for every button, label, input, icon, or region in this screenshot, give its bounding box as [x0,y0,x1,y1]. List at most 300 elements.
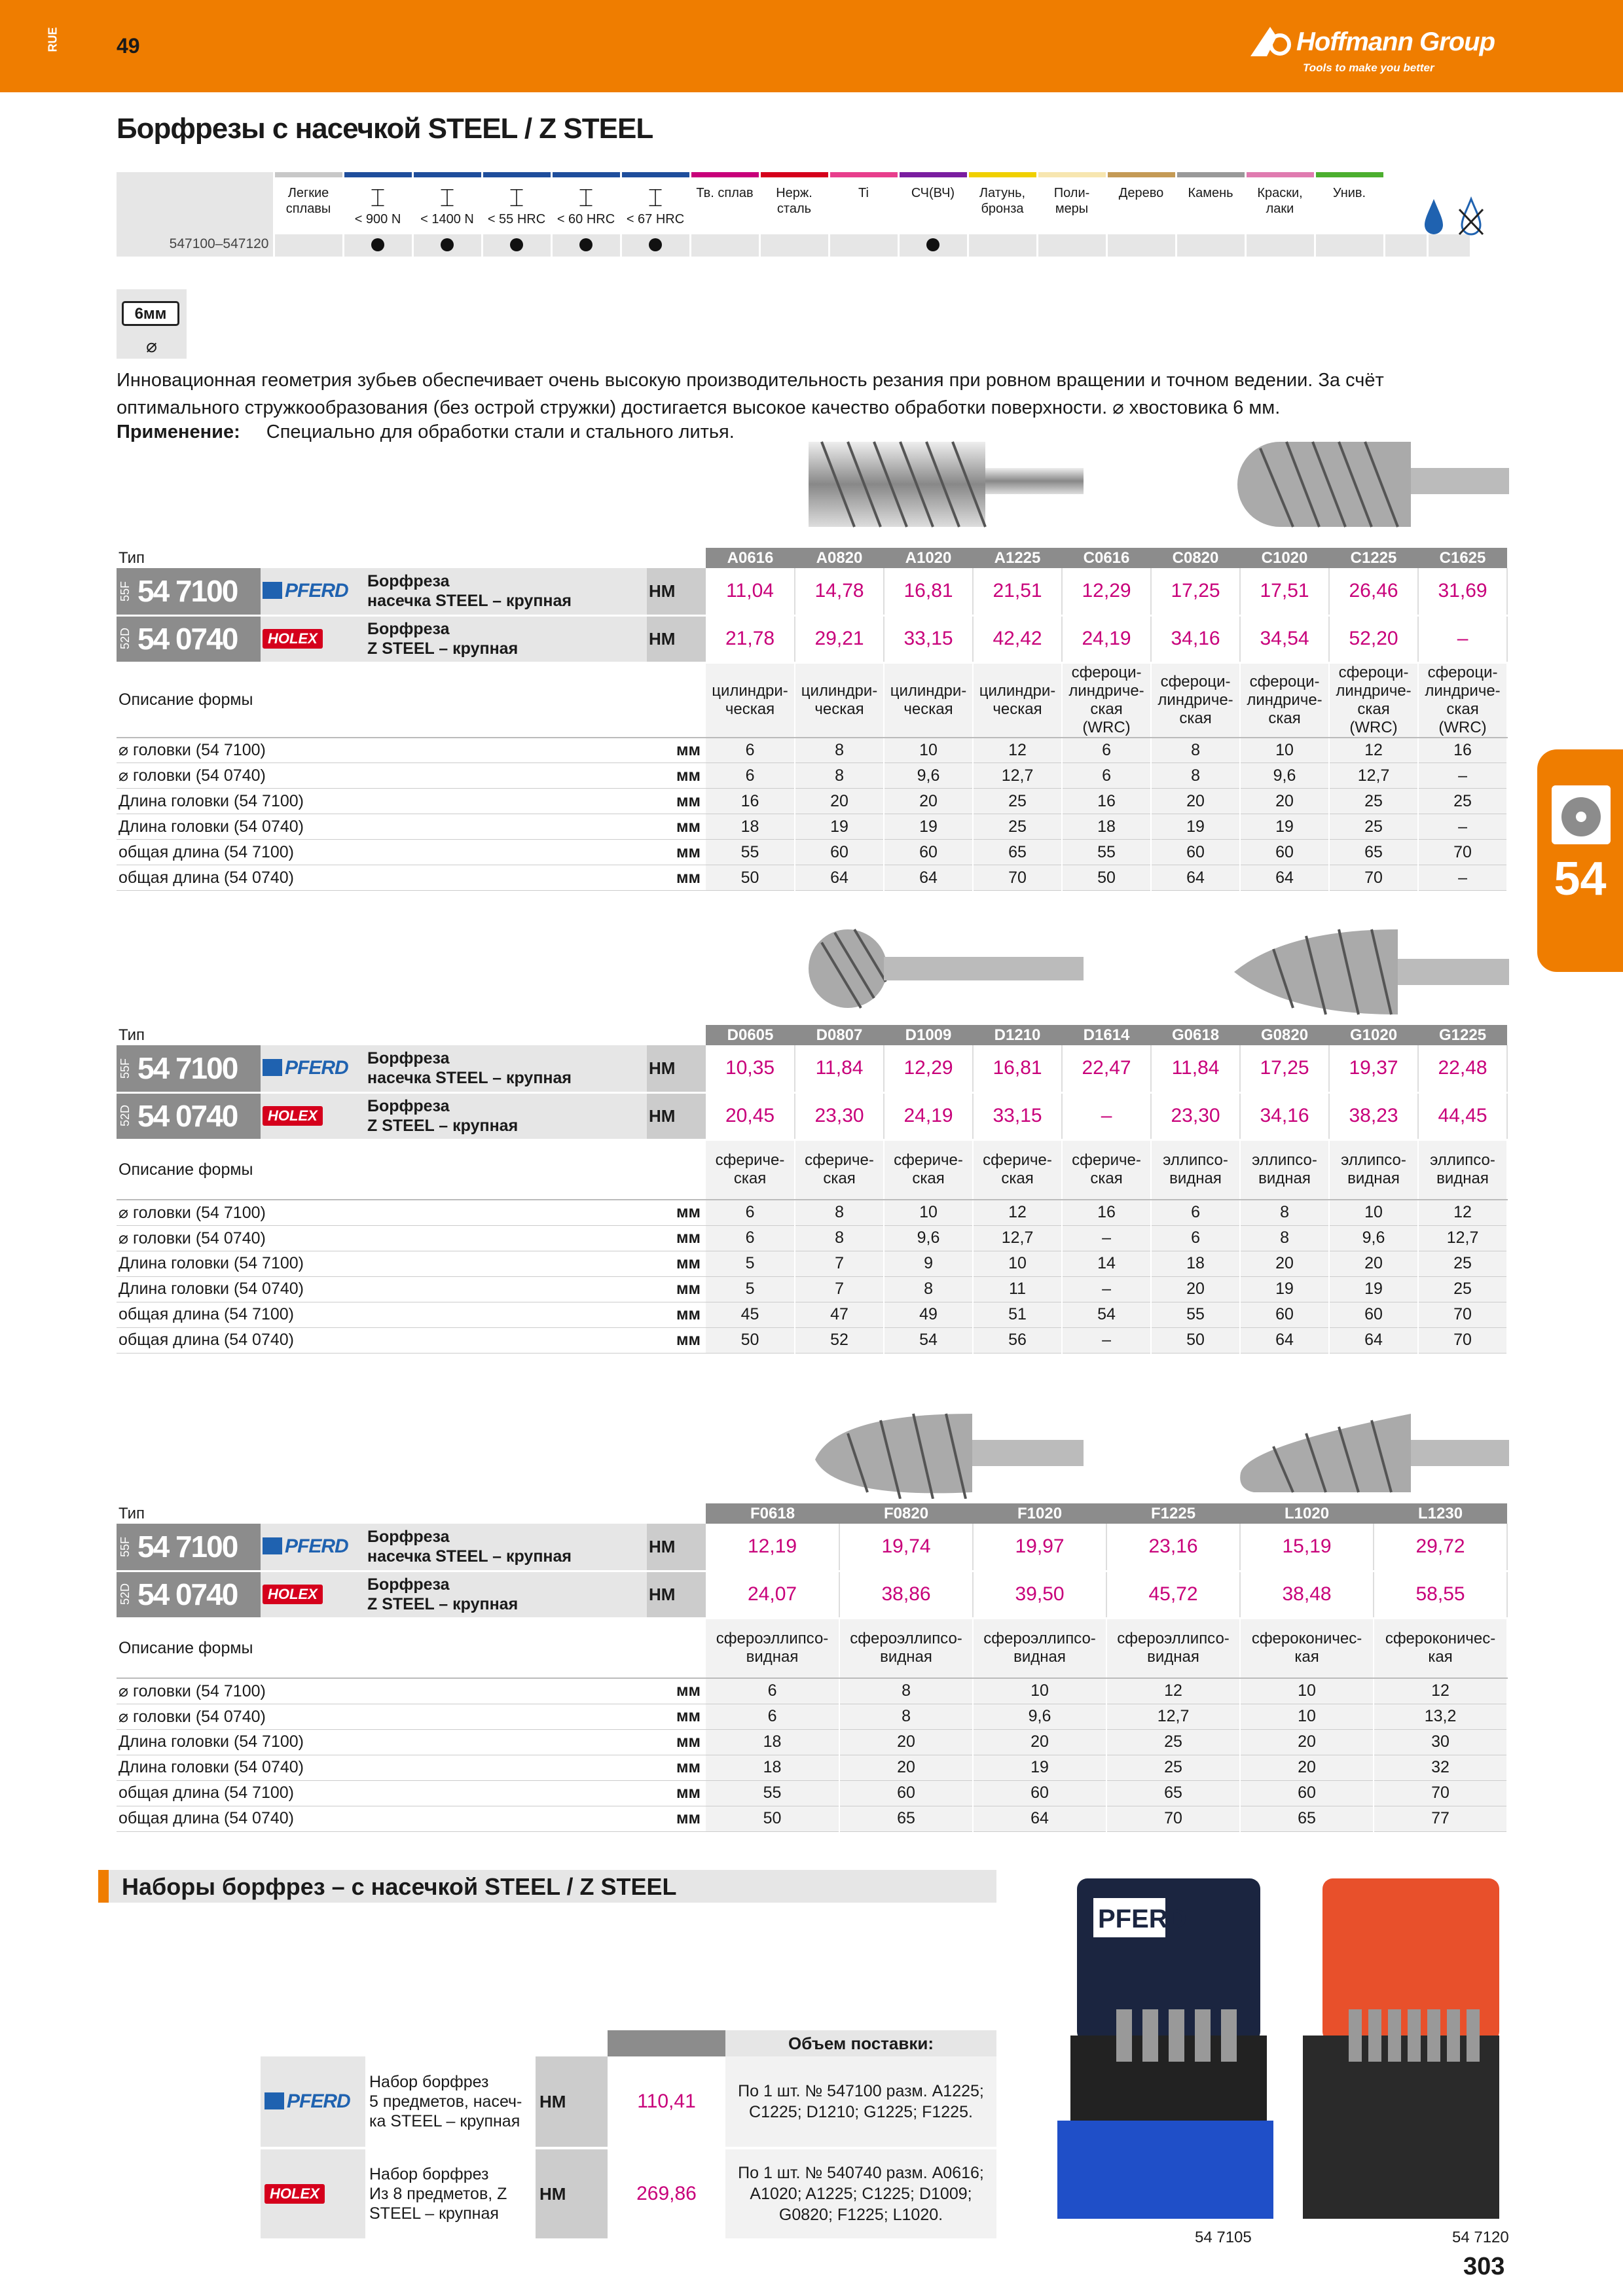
dimension-cell: 20 [1240,1755,1374,1780]
product-row [117,1045,1507,1092]
description-line-1: Набор борфрез [369,2073,489,2091]
set-caption-1: 54 7105 [1195,2229,1252,2246]
description-line-2: насечка STEEL – крупная [367,1547,572,1566]
description-line-1: Борфреза [367,620,450,638]
description-cell [365,2148,536,2240]
size-header: C1625 [1418,548,1507,568]
dimension-label: Длина головки (54 7100) [117,1729,647,1755]
category-code: 52D [119,628,132,650]
dimension-cell: 60 [973,1780,1106,1806]
unit-label: мм [647,789,706,814]
page-title: Борфрезы с насечкой STEEL / Z STEEL [117,113,653,145]
brand-cell [261,1524,365,1571]
dimension-cell: 16 [1062,1200,1151,1225]
set-box-red-image [1296,1878,1506,2219]
dimension-cell: 20 [1151,789,1240,814]
size-header: G1225 [1418,1025,1507,1045]
dimension-cell: 64 [1329,1327,1418,1353]
pferd-logo: PFERD [263,1057,348,1079]
shape-cell: эллипсо-видная [1418,1139,1507,1200]
intro-text: Инновационная геометрия зубьев обеспечивает очень высокую производительность резания при ровном вращении и точном ведении. За счёт оптимального стружкообразования (без острой стружки) достигается высокое качество обработки поверхности. ⌀ хвостовика 6 мм. [117,370,1384,418]
price-cell: 52,20 [1329,615,1418,662]
price-header [608,2030,725,2056]
dimension-cell: 50 [706,1327,795,1353]
steel-beam-icon: ⌶ [578,185,594,212]
category-code: 52D [120,2183,134,2205]
cone-burr-image [1234,1407,1509,1499]
unit-label: мм [647,1780,706,1806]
dimension-cell: 8 [839,1704,973,1729]
header-gap [647,1503,706,1524]
dimension-cell: 45 [706,1302,795,1327]
dimension-cell: 9,6 [1240,763,1329,789]
dimension-cell: – [1418,763,1507,789]
material-dot-cell [898,234,968,257]
material-color-bar [830,172,898,177]
size-header: D1614 [1062,1025,1151,1045]
dimension-cell: 51 [973,1302,1062,1327]
size-header: F1225 [1106,1503,1240,1524]
price-cell: 12,29 [884,1045,973,1092]
dimension-cell: 18 [706,1755,839,1780]
application-label: Применение: [117,422,240,442]
material-col-4 [551,172,621,234]
dimension-label: Длина головки (54 0740) [117,1276,647,1302]
material-color-bar [483,172,551,177]
spherocylindrical-burr-image [1234,435,1509,533]
round-tree-burr-image [809,1407,1084,1499]
price-cell: 12,19 [706,1524,839,1571]
material-col-7 [759,172,829,234]
material-label: СЧ(ВЧ) [911,186,955,200]
type-label: Тип [117,548,647,568]
material-col-10 [968,172,1037,234]
dimension-label: общая длина (54 7100) [117,840,647,865]
article-number: 54 0740 [137,1099,238,1133]
dimension-cell: 64 [973,1806,1106,1831]
material-label: < 1400 N [420,212,474,226]
material-code: HM [647,615,706,662]
dimension-label: общая длина (54 0740) [117,1806,647,1831]
shape-cell: эллипсо-видная [1151,1139,1240,1200]
article-number: 54 7100 [137,1530,238,1564]
material-col-6 [690,172,759,234]
dimension-cell: 20 [1240,789,1329,814]
material-label: Тв. сплав [696,186,754,200]
brand-cell [261,615,365,662]
material-color-bar [1247,172,1314,177]
sets-table [117,2030,996,2241]
shape-cell: сфериче-ская [973,1139,1062,1200]
dimension-cell: 56 [973,1327,1062,1353]
description-line-2: Z STEEL – крупная [367,1117,519,1135]
dimension-cell: 6 [706,738,795,763]
dimension-cell: 55 [1062,840,1151,865]
dimension-cell: 6 [706,1200,795,1225]
article-cell [117,2148,261,2240]
shape-cell: сфериче-ская [1062,1139,1151,1200]
dimension-cell: 10 [1240,738,1329,763]
dimension-cell: 14 [1062,1251,1151,1276]
dimension-cell: 18 [1062,814,1151,840]
description-cell [365,2056,536,2148]
product-row [117,1524,1507,1571]
material-col-9 [898,172,968,234]
shape-cell: сфероконичес-кая [1374,1618,1507,1678]
dimension-cell: – [1418,865,1507,891]
material-col-3 [482,172,551,234]
dimension-cell: 16 [1062,789,1151,814]
dimension-cell: 10 [973,1678,1106,1704]
dimension-cell: 25 [1418,1251,1507,1276]
dimension-row [117,1251,1507,1276]
material-dot-cell [621,234,690,257]
dimension-cell: 9,6 [1329,1225,1418,1251]
material-dot-cell [551,234,621,257]
dimension-row [117,1806,1507,1831]
price-cell: 10,35 [706,1045,795,1092]
size-header: D1210 [973,1025,1062,1045]
price-cell: 15,19 [1240,1524,1374,1571]
description-cell [365,1571,647,1618]
shape-cell: сфероци-линдриче-ская [1240,662,1329,738]
dimension-cell: 16 [1418,738,1507,763]
dimension-label: общая длина (54 7100) [117,1302,647,1327]
article-cell [117,615,261,662]
dimension-cell: 20 [1151,1276,1240,1302]
description-line-2: Z STEEL – крупная [367,1595,519,1613]
dimension-cell: 25 [973,814,1062,840]
footer-page-number: 303 [1463,2253,1505,2280]
dimension-label: Длина головки (54 0740) [117,1755,647,1780]
dimension-cell: – [1062,1327,1151,1353]
dimension-cell: 19 [973,1755,1106,1780]
dimension-row [117,738,1507,763]
price-cell: 22,48 [1418,1045,1507,1092]
dimension-label: Длина головки (54 7100) [117,789,647,814]
set-caption-2: 54 7120 [1452,2229,1509,2246]
material-label: < 55 HRC [487,212,546,226]
dimension-cell: 8 [795,738,884,763]
description-line-2: насечка STEEL – крупная [367,592,572,611]
dimension-cell: 60 [1240,1302,1329,1327]
holex-logo: HOLEX [263,1106,323,1126]
unit-label: мм [647,763,706,789]
shape-label: Описание формы [117,1139,706,1200]
material-color-bar [553,172,620,177]
price-cell: 34,16 [1151,615,1240,662]
article-number: 54 7100 [137,1051,238,1086]
material-label: Легкие сплавы [285,186,331,216]
shape-cell: сфероконичес-кая [1240,1618,1374,1678]
dimension-cell: 65 [839,1806,973,1831]
dimension-cell: 8 [1240,1225,1329,1251]
material-color-bar [1108,172,1175,177]
dimension-cell: 64 [795,865,884,891]
cutting-disc-icon [1552,785,1611,844]
dimension-cell: 19 [1329,1276,1418,1302]
pferd-logo: PFERD [263,1535,348,1558]
article-number-group [120,2176,257,2212]
dimension-cell: 52 [795,1327,884,1353]
unit-label: мм [647,1729,706,1755]
suitable-dot-icon [649,238,662,251]
dimension-cell: 6 [1151,1225,1240,1251]
size-header: G0618 [1151,1025,1240,1045]
material-color-bar [622,172,689,177]
dimension-cell: 5 [706,1251,795,1276]
dimension-cell: 10 [1329,1200,1418,1225]
dimension-cell: 13,2 [1374,1704,1507,1729]
dimension-label: Длина головки (54 0740) [117,814,647,840]
material-col-2 [412,172,482,234]
material-dot-cell [829,234,898,257]
coolant-cell [1384,234,1427,257]
dimension-cell: 64 [1151,865,1240,891]
dimension-cell: 12,7 [1106,1704,1240,1729]
pferd-logo: PFERD [264,2090,350,2113]
size-header: G1020 [1329,1025,1418,1045]
dimension-row [117,1780,1507,1806]
dimension-cell: 18 [706,814,795,840]
shape-cell: сфероци-линдриче-ская (WRC) [1062,662,1151,738]
material-col-5 [621,172,690,234]
dimension-row [117,1678,1507,1704]
dimension-cell: 25 [1106,1729,1240,1755]
price-cell: 38,86 [839,1571,973,1618]
material-dot-cell [968,234,1037,257]
price-cell: 34,54 [1240,615,1329,662]
price-cell: 39,50 [973,1571,1106,1618]
price-cell: – [1062,1092,1151,1139]
price-cell: 38,23 [1329,1092,1418,1139]
description-line-1: Борфреза [367,572,450,591]
material-label: Поли-меры [1053,186,1090,216]
material-code: HM [647,568,706,615]
material-col-1 [343,172,412,234]
material-label: Камень [1188,186,1233,200]
dimension-cell: 6 [706,1704,839,1729]
article-number-group [119,621,259,656]
material-col-8 [829,172,898,234]
dimension-label: ⌀ головки (54 7100) [117,1678,647,1704]
shape-cell: сфероци-линдриче-ская [1151,662,1240,738]
dimension-cell: 10 [973,1251,1062,1276]
shank-size-label: 6мм [122,301,179,326]
dimension-cell: 12,7 [973,763,1062,789]
article-number: 54 0740 [137,622,238,656]
material-dot-cell [1245,234,1315,257]
dimension-cell: 65 [973,840,1062,865]
price-cell: 45,72 [1106,1571,1240,1618]
description-cell [365,568,647,615]
material-col-12 [1106,172,1176,234]
material-dot-cell [1106,234,1176,257]
steel-beam-icon: ⌶ [439,185,455,212]
shape-cell: сфероэллипсо-видная [839,1618,973,1678]
dimension-cell: 12,7 [1329,763,1418,789]
material-color-bar [1038,172,1106,177]
price-cell: 33,15 [973,1092,1062,1139]
dimension-cell: 50 [1151,1327,1240,1353]
shape-cell: цилиндри-ческая [884,662,973,738]
unit-label: мм [647,1755,706,1780]
material-code: HM [647,1045,706,1092]
material-color-bar [691,172,759,177]
chapter-number: 54 [1554,853,1607,905]
cylindrical-burr-image [809,435,1084,533]
dimension-cell: 30 [1374,1729,1507,1755]
dimension-row [117,763,1507,789]
dimension-cell: – [1418,814,1507,840]
dimension-cell: 50 [1062,865,1151,891]
set-box-blue-image [1057,1878,1273,2219]
brand-tagline: Tools to make you better [1303,62,1434,74]
suitable-dot-icon [510,238,523,251]
description-cell [365,1045,647,1092]
dimension-cell: 12,7 [973,1225,1062,1251]
dimension-cell: 64 [1240,1327,1329,1353]
material-label: Ti [858,186,869,200]
dimension-cell: 70 [1418,1302,1507,1327]
material-code: HM [647,1524,706,1571]
dimension-cell: 70 [1329,865,1418,891]
material-dot-cell [690,234,759,257]
brand-cell [261,1571,365,1618]
size-header: A1020 [884,548,973,568]
description-line-2: Z STEEL – крупная [367,639,519,658]
hoffmann-logo-icon [1247,24,1293,60]
dimension-cell: 10 [1240,1678,1374,1704]
size-header: F0820 [839,1503,973,1524]
dimension-cell: 60 [839,1780,973,1806]
spherical-burr-image [809,923,1084,1014]
dimension-cell: 20 [1240,1729,1374,1755]
price-cell: 29,72 [1374,1524,1507,1571]
price-cell: 19,74 [839,1524,973,1571]
unit-label: мм [647,865,706,891]
dimension-cell: 55 [706,840,795,865]
material-col-0 [274,172,343,234]
size-header: D1009 [884,1025,973,1045]
holex-logo: HOLEX [264,2184,325,2204]
size-header: L1230 [1374,1503,1507,1524]
size-header: A1225 [973,548,1062,568]
shape-cell: сфериче-ская [706,1139,795,1200]
price-cell: 14,78 [795,568,884,615]
brand-cell [261,2148,365,2240]
dimension-cell: 70 [973,865,1062,891]
sets-header-gap [117,2030,608,2056]
dimension-cell: 20 [1329,1251,1418,1276]
header-gap [647,1025,706,1045]
size-header: C1225 [1329,548,1418,568]
dimension-cell: 12 [1106,1678,1240,1704]
set-price: 269,86 [608,2148,725,2240]
size-header: D0605 [706,1025,795,1045]
dimension-cell: 8 [1240,1200,1329,1225]
type-label: Тип [117,1025,647,1045]
dimension-cell: 12,7 [1418,1225,1507,1251]
dimension-row [117,1302,1507,1327]
product-row [117,1571,1507,1618]
brand-name: Hoffmann Group [1296,27,1495,56]
set-row [117,2056,996,2148]
dimension-cell: 60 [1240,1780,1374,1806]
oval-burr-image [1234,923,1509,1021]
product-table-3 [117,1503,1508,1832]
dimension-cell: 6 [1062,763,1151,789]
unit-label: мм [647,840,706,865]
dimension-cell: 65 [1240,1806,1374,1831]
material-code: HM [536,2148,608,2240]
unit-label: мм [647,1251,706,1276]
material-dot-cell [343,234,412,257]
brand-cell [261,1045,365,1092]
size-header: F0618 [706,1503,839,1524]
brand-cell [261,1092,365,1139]
price-cell: 17,51 [1240,568,1329,615]
unit-label: мм [647,1225,706,1251]
article-cell [117,568,261,615]
application-text: Специально для обработки стали и стального литья. [266,422,735,442]
dry-cut-icon [1457,196,1486,237]
dimension-cell: 20 [973,1729,1106,1755]
article-cell [117,1045,261,1092]
unit-label: мм [647,1200,706,1225]
size-header: A0616 [706,548,795,568]
dimension-cell: 20 [839,1755,973,1780]
steel-beam-icon: ⌶ [647,185,663,212]
dimension-cell: 25 [1329,814,1418,840]
svg-text:PFERD: PFERD [1098,1905,1187,1933]
suitable-dot-icon [926,238,939,251]
material-label: Дерево [1118,186,1164,200]
article-number-group [120,2084,257,2119]
price-cell: 19,97 [973,1524,1106,1571]
dimension-cell: 77 [1374,1806,1507,1831]
category-code: 52D [119,1583,132,1605]
material-color-bar [414,172,481,177]
article-cell [117,1092,261,1139]
material-label: Латунь, бронза [979,186,1026,216]
description-cell [365,1092,647,1139]
description-line-1: Борфреза [367,1097,450,1115]
price-cell: 11,04 [706,568,795,615]
holex-logo: HOLEX [263,629,323,649]
shape-label: Описание формы [117,1618,706,1678]
material-color-bar [344,172,412,177]
dimension-row [117,1225,1507,1251]
material-label: Нерж. сталь [776,186,812,216]
suitable-dot-icon [441,238,454,251]
dimension-cell: 6 [1062,738,1151,763]
dimension-cell: 47 [795,1302,884,1327]
article-cell [117,1524,261,1571]
description-line-2: насечка STEEL – крупная [367,1069,572,1088]
shape-cell: цилиндри-ческая [795,662,884,738]
materials-code: 547100–547120 [117,234,274,257]
dimension-cell: 20 [1240,1251,1329,1276]
dimension-cell: 25 [1418,789,1507,814]
dimension-row [117,1729,1507,1755]
materials-corner [117,172,274,234]
category-code: 55F [120,2091,134,2112]
price-cell: 16,81 [884,568,973,615]
material-col-11 [1037,172,1106,234]
dimension-cell: 12 [1329,738,1418,763]
header-gap [647,548,706,568]
